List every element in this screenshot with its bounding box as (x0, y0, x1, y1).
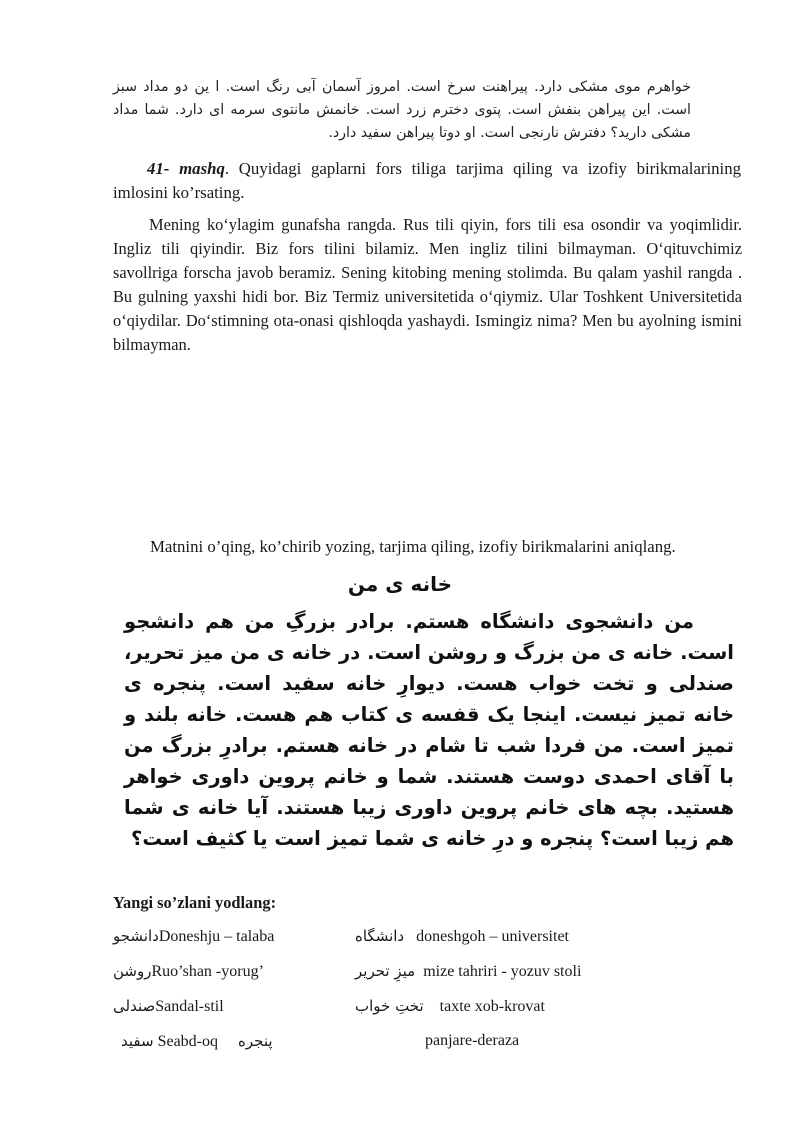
vocab-persian-extra: پنجره (238, 1032, 273, 1050)
exercise-text: . Quyidagi gaplarni fors tiliga tarjima qiling va izofiy birikmalarining imlosini ko’rsating. (113, 159, 741, 202)
vocab-item (113, 925, 353, 960)
vocab-latin: Doneshju – talaba (158, 928, 275, 945)
vocab-persian: دانشگاه (355, 927, 405, 945)
vocab-latin: taxte xob-krovat (439, 998, 545, 1015)
vocab-persian: سفید (121, 1032, 154, 1050)
vocab-latin: panjare-deraza (425, 1032, 520, 1049)
story-title: خانه ی من (347, 572, 453, 596)
vocab-latin: Seabd-oq (153, 1033, 218, 1050)
vocab-persian: دانشجو (113, 927, 159, 945)
vocab-item (113, 960, 353, 995)
exercise-prompt (113, 157, 741, 205)
vocab-latin: Sandal-stil (155, 998, 224, 1015)
vocab-item (113, 1030, 353, 1065)
vocabulary-heading: Yangi so’zlani yodlang: (113, 893, 277, 912)
vocab-item (353, 960, 673, 995)
vocab-latin: doneshgoh – universitet (416, 928, 569, 945)
vocab-persian: تختِ خواب (355, 997, 424, 1015)
vocab-item (353, 925, 673, 960)
reading-instruction: Matnini o’qing, ko’chirib yozing, tarjima qiling, izofiy birikmalarini aniqlang. (150, 537, 676, 556)
persian-paragraph-text: خواهرم موی مشکی دارد. پیراهنت سرخ است. امروز آسمان آبی رنگ است. ا ین دو مداد سبز است. این پیراهن بنفش است. پتوی دخترم زرد است. خانمش مانتوی سرمه ای دارد. شما مداد مشکی دارید؟ دفترش نارنجی است. او دوتا پیراهن سفید دارد. (113, 79, 691, 141)
vocab-persian: صندلی (113, 997, 156, 1015)
vocab-latin: Ruo’shan -yorug’ (151, 963, 264, 980)
vocab-item (353, 1030, 673, 1065)
vocab-persian: روشن (113, 962, 152, 980)
vocab-item (113, 995, 353, 1030)
vocabulary-list (113, 925, 673, 1065)
exercise-number: 41- mashq (147, 159, 225, 178)
vocab-persian: میزِ تحریر (355, 962, 416, 980)
uzbek-paragraph-text: Mening ko‘ylagim gunafsha rangda. Rus tili qiyin, fors tili esa osondir va yoqimlidir. Ingliz tili qiyindir. Biz fors tilini bilamiz. Men ingliz tilini bilmayman. O‘qituvchimiz savollriga forscha javob beramiz. Sening kitobing mening stolimda. Bu qalam yashil rangda . Bu gulning yaxshi hidi bor. Biz Termiz universitetida o‘qiymiz. Ular Toshkent Universitetida o‘qiydilar. Do‘stimning ota-onasi qishloqda yashaydi. Ismingiz nima? Men bu ayolning ismini bilmayman. (113, 215, 742, 354)
vocab-latin: mize tahriri - yozuv stoli (423, 963, 582, 980)
story-body (124, 606, 734, 854)
uzbek-paragraph (113, 213, 742, 357)
persian-paragraph (113, 76, 691, 145)
vocab-item (353, 995, 673, 1030)
story-text: من دانشجوی دانشگاه هستم. برادر بزرگِ من هم دانشجو است. خانه ی من بزرگ و روشن است. در خانه ی من میز تحریر، صندلی و تخت خواب هست. دیوارِ خانه سفید است. پنجره ی خانه تمیز نیست. اینجا یک قفسه ی کتاب هم هست. خانه بلند و تمیز است. من فردا شب تا شام در خانه هستم. برادرِ بزرگ من با آقای احمدی دوست هستند. شما و خانم پروین داوری خواهر هستید. بچه های خانم پروین داوری زیبا هستند. آیا خانه ی شما هم زیبا است؟ پنجره و درِ خانه ی شما تمیز است یا کثیف است؟ (124, 610, 734, 850)
